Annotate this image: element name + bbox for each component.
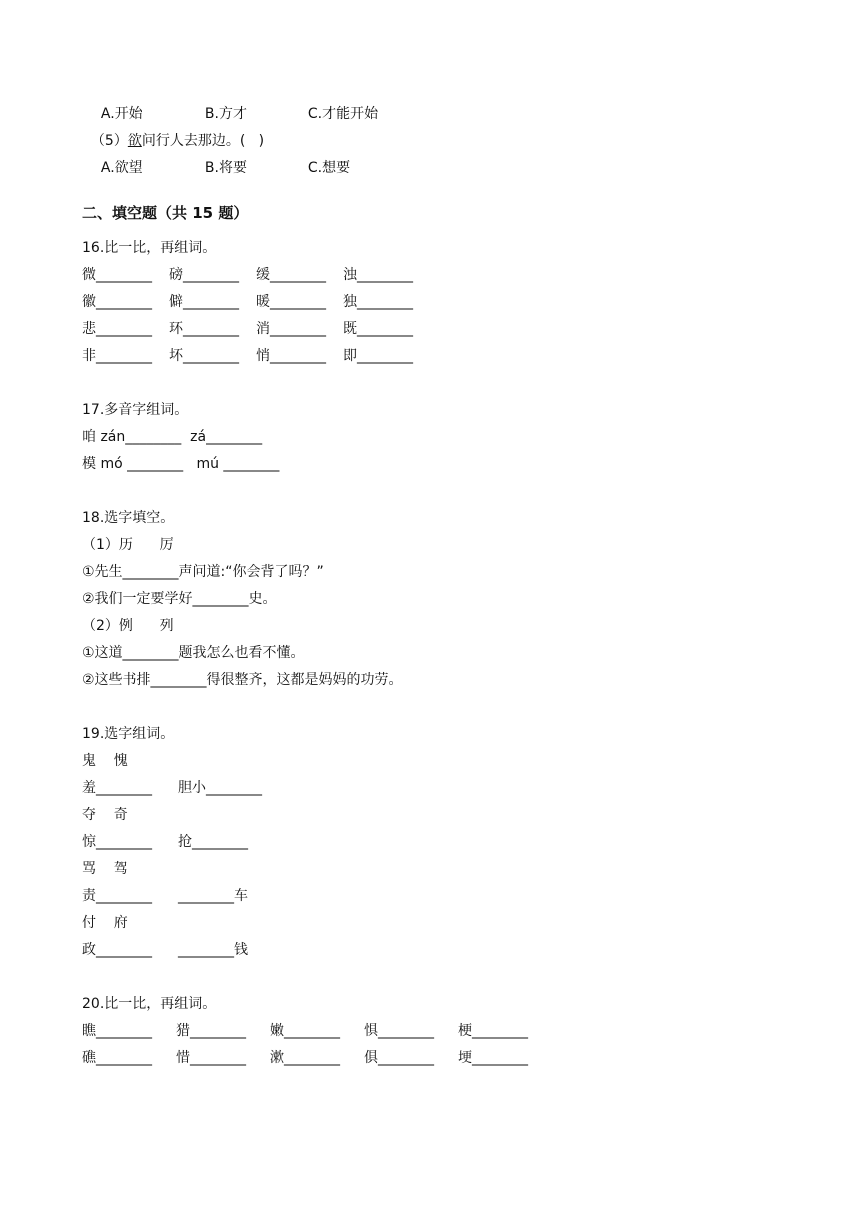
word-blank: 非________ <box>82 348 152 364</box>
word-blank: 悲________ <box>82 321 152 337</box>
word-blank: 漱________ <box>270 1050 340 1066</box>
word-blank: 浊________ <box>343 267 413 283</box>
word-blank: 既________ <box>343 321 413 337</box>
word-blank: 羞________ <box>82 780 152 796</box>
q20-row-2 <box>82 1049 528 1067</box>
word-blank: ________钱 <box>178 942 248 958</box>
word-blank: 惜________ <box>176 1050 246 1066</box>
option-c: C.才能开始 <box>307 106 379 122</box>
q19-blank-row <box>82 941 248 959</box>
underlined-char: 欲 <box>127 133 142 149</box>
word-blank: ________车 <box>178 888 248 904</box>
q16-row-2 <box>82 293 413 311</box>
word-blank: 僻________ <box>169 294 239 310</box>
word-blank: 胆小________ <box>178 780 262 796</box>
section-title: 二、填空题（共 15 题） <box>82 204 249 222</box>
word-blank: 悄________ <box>256 348 326 364</box>
word-blank: 缓________ <box>256 267 326 283</box>
word-blank: 礁________ <box>82 1050 152 1066</box>
item-text: 问行人去那边。( ) <box>141 133 265 149</box>
word-blank: 即________ <box>343 348 413 364</box>
word-blank: 嫩________ <box>270 1023 340 1039</box>
q17-line-2: 模 mó ________ mú ________ <box>82 456 280 472</box>
q16-row-3 <box>82 320 413 338</box>
q20-row-1 <box>82 1022 528 1040</box>
word-blank: 坏________ <box>169 348 239 364</box>
word-blank: 责________ <box>82 888 152 904</box>
q18-line: ②我们一定要学好________史。 <box>82 591 277 607</box>
word-blank: 独________ <box>343 294 413 310</box>
word-blank: 俱________ <box>364 1050 434 1066</box>
word-blank: 梗________ <box>458 1023 528 1039</box>
word-blank: 惊________ <box>82 834 152 850</box>
word-blank: 徽________ <box>82 294 152 310</box>
word-blank: 抢________ <box>178 834 248 850</box>
q15-options-row-b <box>92 141 350 177</box>
q19-char-pair: 骂 驾 <box>82 861 128 877</box>
word-blank: 猎________ <box>176 1023 246 1039</box>
q18-line: ①这道________题我怎么也看不懂。 <box>82 645 305 661</box>
q18-line: （1）历 厉 <box>82 537 174 553</box>
word-blank: 暖________ <box>256 294 326 310</box>
word-blank: 埂________ <box>458 1050 528 1066</box>
q18-line: ①先生________声问道:“你会背了吗？” <box>82 564 324 580</box>
word-blank: 环________ <box>169 321 239 337</box>
word-blank: 微________ <box>82 267 152 283</box>
word-blank: 磅________ <box>169 267 239 283</box>
q19-blank-row <box>82 833 248 851</box>
option-a: A.欲望 <box>100 160 143 176</box>
item-prefix: （5） <box>90 133 128 149</box>
q16-row-4 <box>82 347 413 365</box>
q16-title: 16.比一比，再组词。 <box>82 240 217 256</box>
option-b: B.方才 <box>204 106 247 122</box>
q19-char-pair: 夺 奇 <box>82 807 128 823</box>
q19-char-pair: 付 府 <box>82 915 128 931</box>
q19-blank-row <box>82 779 262 797</box>
q17-line-1: 咱 zán________ zá________ <box>82 429 263 445</box>
option-b: B.将要 <box>204 160 247 176</box>
word-blank: 瞧________ <box>82 1023 152 1039</box>
q19-title: 19.选字组词。 <box>82 726 175 742</box>
word-blank: 消________ <box>256 321 326 337</box>
q19-blank-row <box>82 887 248 905</box>
q19-char-pair: 鬼 愧 <box>82 753 128 769</box>
q18-title: 18.选字填空。 <box>82 510 175 526</box>
word-blank: 政________ <box>82 942 152 958</box>
q16-row-1 <box>82 266 413 284</box>
q18-line: ②这些书排________得很整齐，这都是妈妈的功劳。 <box>82 672 403 688</box>
q18-line: （2）例 列 <box>82 618 174 634</box>
q17-title: 17.多音字组词。 <box>82 402 189 418</box>
q20-title: 20.比一比，再组词。 <box>82 996 217 1012</box>
word-blank: 惧________ <box>364 1023 434 1039</box>
option-a: A.开始 <box>100 106 143 122</box>
option-c: C.想要 <box>307 160 351 176</box>
